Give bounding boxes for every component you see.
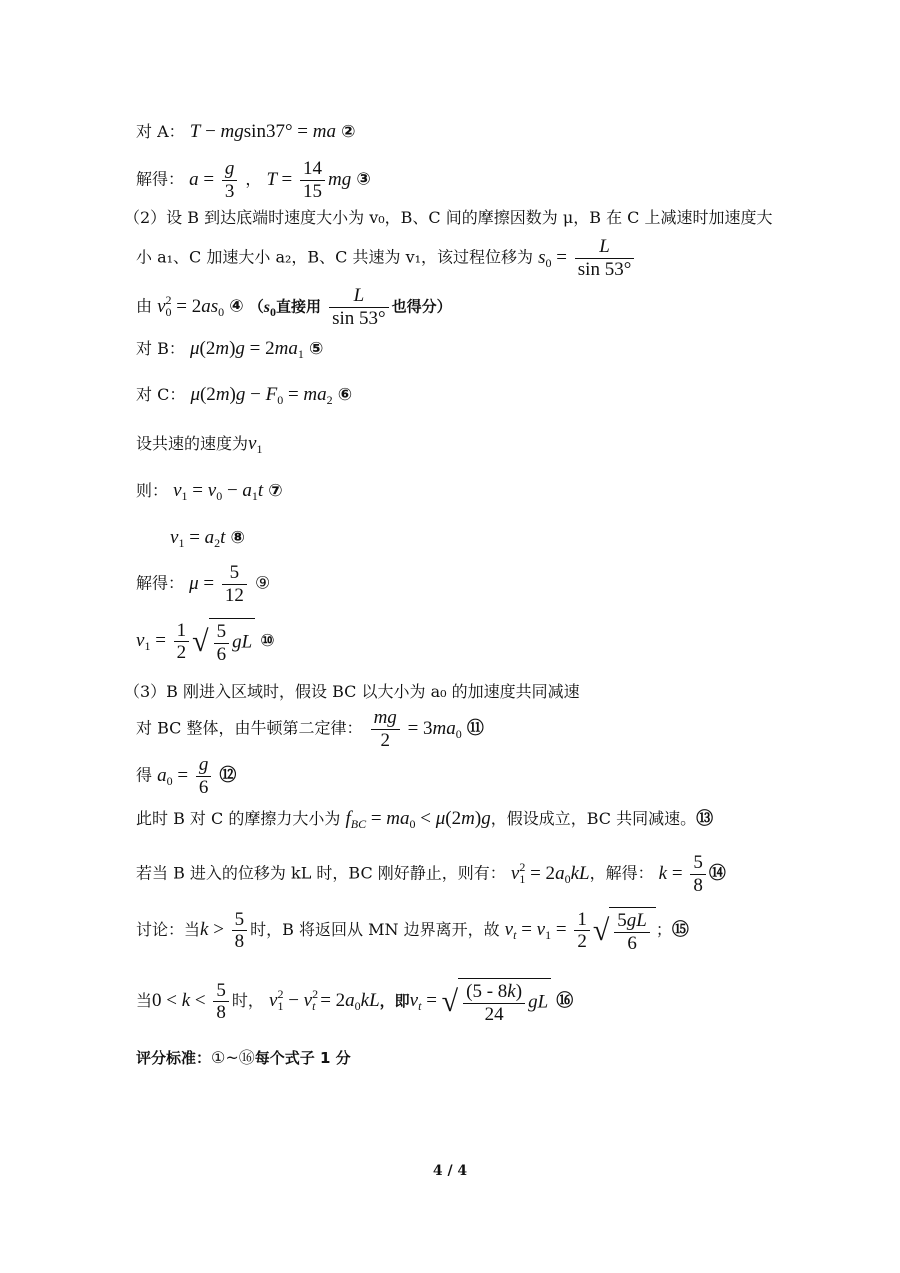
grading-range: ①~⑯ — [211, 1048, 255, 1067]
paragraph-text: 当 — [136, 991, 153, 1011]
equation-number: ④ — [229, 296, 244, 317]
equation-line-15 — [136, 907, 689, 955]
grading-label: 评分标准： — [136, 1049, 212, 1067]
paragraph-part-2: （2）设 B 到达底端时速度大小为 v₀，B、C 间的摩擦因数为 μ，B 在 C 上减速时加速度大 — [124, 208, 773, 227]
equation-line-7 — [136, 480, 283, 503]
paragraph-text: 讨论：当 — [136, 920, 201, 940]
label-text: 解得： — [136, 169, 185, 189]
math-expression: μ = $\frac{5}{12}$ — [189, 573, 250, 594]
label-text: 则： — [136, 481, 169, 500]
label-text: 对 BC 整体，由牛顿第二定律： — [136, 718, 363, 738]
label-text: 由 — [136, 296, 153, 316]
paragraph-text: 此时 B 对 C 的摩擦力大小为 — [136, 809, 341, 828]
math-expression: $\mu(2m)g = 2ma_1$ — [189, 338, 304, 361]
math-expression: $s_0$ — [263, 298, 277, 319]
grading-text: 每个式子 1 分 — [254, 1049, 351, 1067]
note-close: 也得分） — [391, 297, 452, 316]
note-open: （ — [248, 297, 264, 316]
equation-line-11 — [136, 707, 484, 752]
paragraph-text: 设共速的速度为 — [136, 434, 249, 453]
label-text: 对 C： — [136, 385, 186, 404]
math-expression: $v^2_1 = 2a_0kL$ — [510, 859, 590, 886]
equation-number: ⑮ — [671, 920, 689, 941]
paragraph-part-2-cont — [136, 236, 637, 281]
math-expression: $a_0$ = $\frac{g}{6}$ — [157, 765, 214, 786]
equation-number: ⑩ — [260, 631, 275, 652]
math-expression: $v^2_1 - v^2_t = 2a_0kL$ — [269, 987, 380, 1014]
equation-number: ② — [341, 122, 356, 142]
equation-number: ⑤ — [308, 339, 324, 359]
math-expression: $v_t = v_1$ = $\frac{1}{2}$ √ $\frac{5gL}{6}$ — [505, 919, 656, 940]
math-expression: $s_0$ = $\frac{L}{\sin 53^\circ}$ — [538, 247, 637, 268]
equation-number: ⑯ — [556, 991, 574, 1012]
equation-number: ⑦ — [268, 481, 283, 501]
equation-line-10 — [136, 618, 275, 666]
equation-line-5 — [136, 338, 323, 361]
label-text: 得 — [136, 765, 153, 785]
equation-number: ⑥ — [337, 385, 353, 405]
math-expression: $\frac{L}{\sin 53^\circ}$ — [326, 296, 392, 317]
math-expression: $v_1$ = $\frac{1}{2}$ √ $\frac{5}{6}$ gL — [136, 630, 255, 651]
text-line — [136, 433, 262, 456]
paragraph-text: 若当 B 进入的位移为 kL 时，BC 刚好静止，则有： — [136, 863, 506, 883]
label-text: 解得： — [136, 573, 185, 593]
math-expression: $v^2_0 = 2as_0$ — [157, 292, 225, 319]
equation-line-16 — [136, 978, 573, 1026]
equation-line-2 — [136, 121, 356, 144]
equation-line-4 — [136, 285, 452, 330]
math-expression: $\frac{mg}{2}$ = $3ma_0$ — [368, 718, 462, 739]
math-expression: $f_{BC} = ma_0 < \mu(2m)g$ — [345, 808, 491, 831]
paragraph-text: ； — [655, 920, 672, 940]
page-number: 4 / 4 — [432, 1163, 468, 1179]
math-expression: 0 < k < $\frac{5}{8}$ — [152, 990, 232, 1011]
math-expression: T = $\frac{14}{15}$ mg — [266, 158, 352, 202]
math-expression: T − mgsin37° = ma — [189, 121, 337, 142]
math-expression: $v_1 = a_2t$ — [170, 527, 226, 550]
math-expression: $v_t$ = √ $\frac{(5 - 8k)}{24}$ gL — [410, 990, 551, 1011]
paragraph-text: ，假设成立，BC 共同减速。 — [490, 809, 697, 828]
label-text: 对 A： — [136, 122, 185, 141]
equation-number: ⑧ — [230, 528, 245, 548]
label-text: 对 B： — [136, 339, 185, 358]
math-expression: $\mu(2m)g - F_0 = ma_2$ — [190, 384, 333, 407]
separator-text: ， — [245, 169, 262, 189]
equation-number: ③ — [356, 169, 371, 190]
equation-line-14 — [136, 852, 726, 897]
math-expression: $v_1$ — [248, 433, 263, 456]
math-expression: k = $\frac{5}{8}$ — [659, 863, 709, 884]
note-text: 直接用 — [276, 297, 322, 316]
equation-line-13 — [136, 808, 713, 831]
equation-number: ⑨ — [254, 573, 271, 594]
math-expression: a = $\frac{g}{3}$ — [189, 169, 240, 190]
equation-line-8 — [170, 527, 245, 550]
equation-number: ⑬ — [696, 809, 714, 829]
equation-number: ⑫ — [219, 765, 237, 786]
grading-standard — [136, 1048, 351, 1067]
equation-number: ⑭ — [708, 863, 726, 884]
paragraph-text: ，即 — [379, 992, 410, 1011]
equation-line-3 — [136, 158, 371, 203]
paragraph-text: ，解得： — [589, 863, 654, 883]
math-expression: k > $\frac{5}{8}$ — [200, 919, 250, 940]
paragraph-text: 小 a₁、C 加速大小 a₂，B、C 共速为 v₁，该过程位移为 — [136, 247, 534, 267]
equation-number: ⑪ — [466, 718, 484, 739]
equation-line-9 — [136, 562, 270, 607]
math-expression: $v_1 = v_0 - a_1t$ — [173, 480, 264, 503]
paragraph-part-3: （3）B 刚进入区域时，假设 BC 以大小为 a₀ 的加速度共同减速 — [124, 682, 580, 701]
equation-line-12 — [136, 754, 236, 799]
equation-line-6 — [136, 384, 352, 407]
paragraph-text: 时， — [231, 991, 264, 1011]
paragraph-text: 时，B 将返回从 MN 边界离开，故 — [250, 920, 500, 940]
